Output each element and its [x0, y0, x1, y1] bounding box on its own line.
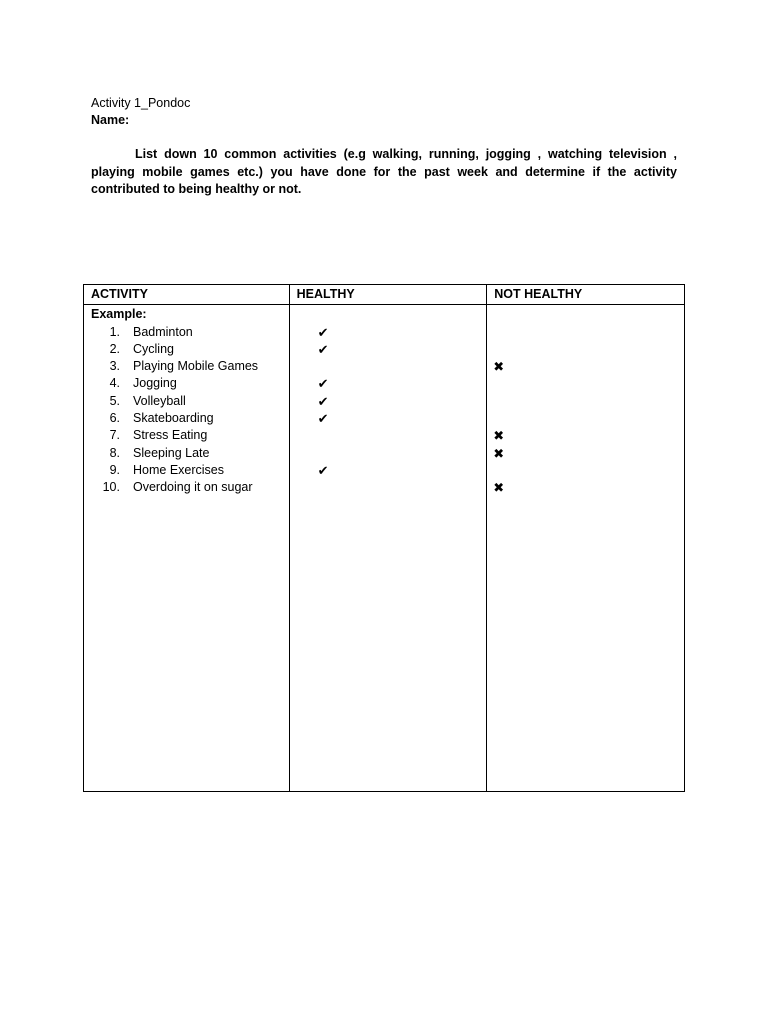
- empty-mark: [487, 375, 684, 392]
- table-header-row: [84, 285, 685, 305]
- activity-name: Overdoing it on sugar: [133, 480, 253, 495]
- item-number: 7.: [109, 428, 120, 443]
- item-number: 4.: [109, 376, 120, 391]
- activity-table: [83, 284, 685, 792]
- list-item: [91, 462, 289, 479]
- empty-mark: [290, 427, 487, 444]
- table-body-row: [84, 305, 685, 792]
- list-item: [91, 358, 289, 375]
- list-item: [91, 445, 289, 462]
- list-item: [91, 479, 289, 496]
- activity-title: Activity 1_Pondoc: [91, 96, 191, 110]
- empty-mark: [290, 358, 487, 375]
- cross-icon: ✖: [493, 359, 505, 375]
- header-not-healthy: NOT HEALTHY: [487, 285, 685, 305]
- item-number: 9.: [109, 462, 120, 477]
- activity-list: [91, 324, 289, 497]
- list-item: [91, 375, 289, 392]
- check-icon: ✔: [317, 462, 329, 478]
- cross-icon: ✖: [493, 428, 505, 444]
- list-item: [91, 427, 289, 444]
- empty-mark: [487, 324, 684, 341]
- check-icon: ✔: [317, 393, 329, 409]
- check-icon: ✔: [317, 324, 329, 340]
- name-label: Name:: [91, 113, 130, 127]
- activity-name: Playing Mobile Games: [133, 359, 259, 374]
- activity-name: Badminton: [133, 324, 193, 339]
- check-icon: ✔: [317, 341, 329, 357]
- list-item: [91, 324, 289, 341]
- document-heading: [91, 95, 190, 129]
- activity-name: Skateboarding: [133, 410, 214, 425]
- header-activity: ACTIVITY: [84, 285, 290, 305]
- cross-icon: ✖: [493, 445, 505, 461]
- healthy-column: [289, 305, 487, 792]
- not-healthy-column: [487, 305, 685, 792]
- activity-name: Home Exercises: [133, 462, 224, 477]
- item-number: 5.: [109, 393, 120, 408]
- item-number: 3.: [109, 359, 120, 374]
- empty-mark: [487, 341, 684, 358]
- example-label: Example:: [91, 307, 147, 321]
- cross-icon: ✖: [493, 480, 505, 496]
- list-item: [91, 393, 289, 410]
- empty-mark: [290, 479, 487, 496]
- header-healthy: HEALTHY: [289, 285, 487, 305]
- instructions-text: List down 10 common activities (e.g walking, running, jogging , watching television , playing mobile games etc.) you have done for the past week and determine if the activity contributed to being healthy or not.: [91, 147, 677, 196]
- activity-name: Jogging: [133, 376, 177, 391]
- activity-name: Volleyball: [133, 393, 186, 408]
- list-item: [91, 410, 289, 427]
- item-number: 6.: [109, 410, 120, 425]
- empty-mark: [487, 393, 684, 410]
- empty-mark: [290, 445, 487, 462]
- not-healthy-marks: [487, 305, 684, 496]
- item-number: 2.: [109, 341, 120, 356]
- empty-mark: [487, 462, 684, 479]
- healthy-marks: [290, 305, 487, 496]
- empty-mark: [487, 410, 684, 427]
- check-icon: ✔: [317, 410, 329, 426]
- item-number: 8.: [109, 445, 120, 460]
- check-icon: ✔: [317, 376, 329, 392]
- item-number: 1.: [109, 324, 120, 339]
- instructions-paragraph: [91, 146, 677, 199]
- activity-name: Sleeping Late: [133, 445, 210, 460]
- activity-name: Cycling: [133, 341, 174, 356]
- item-number: 10.: [102, 480, 120, 495]
- activity-column: [84, 305, 290, 792]
- list-item: [91, 341, 289, 358]
- activity-name: Stress Eating: [133, 428, 208, 443]
